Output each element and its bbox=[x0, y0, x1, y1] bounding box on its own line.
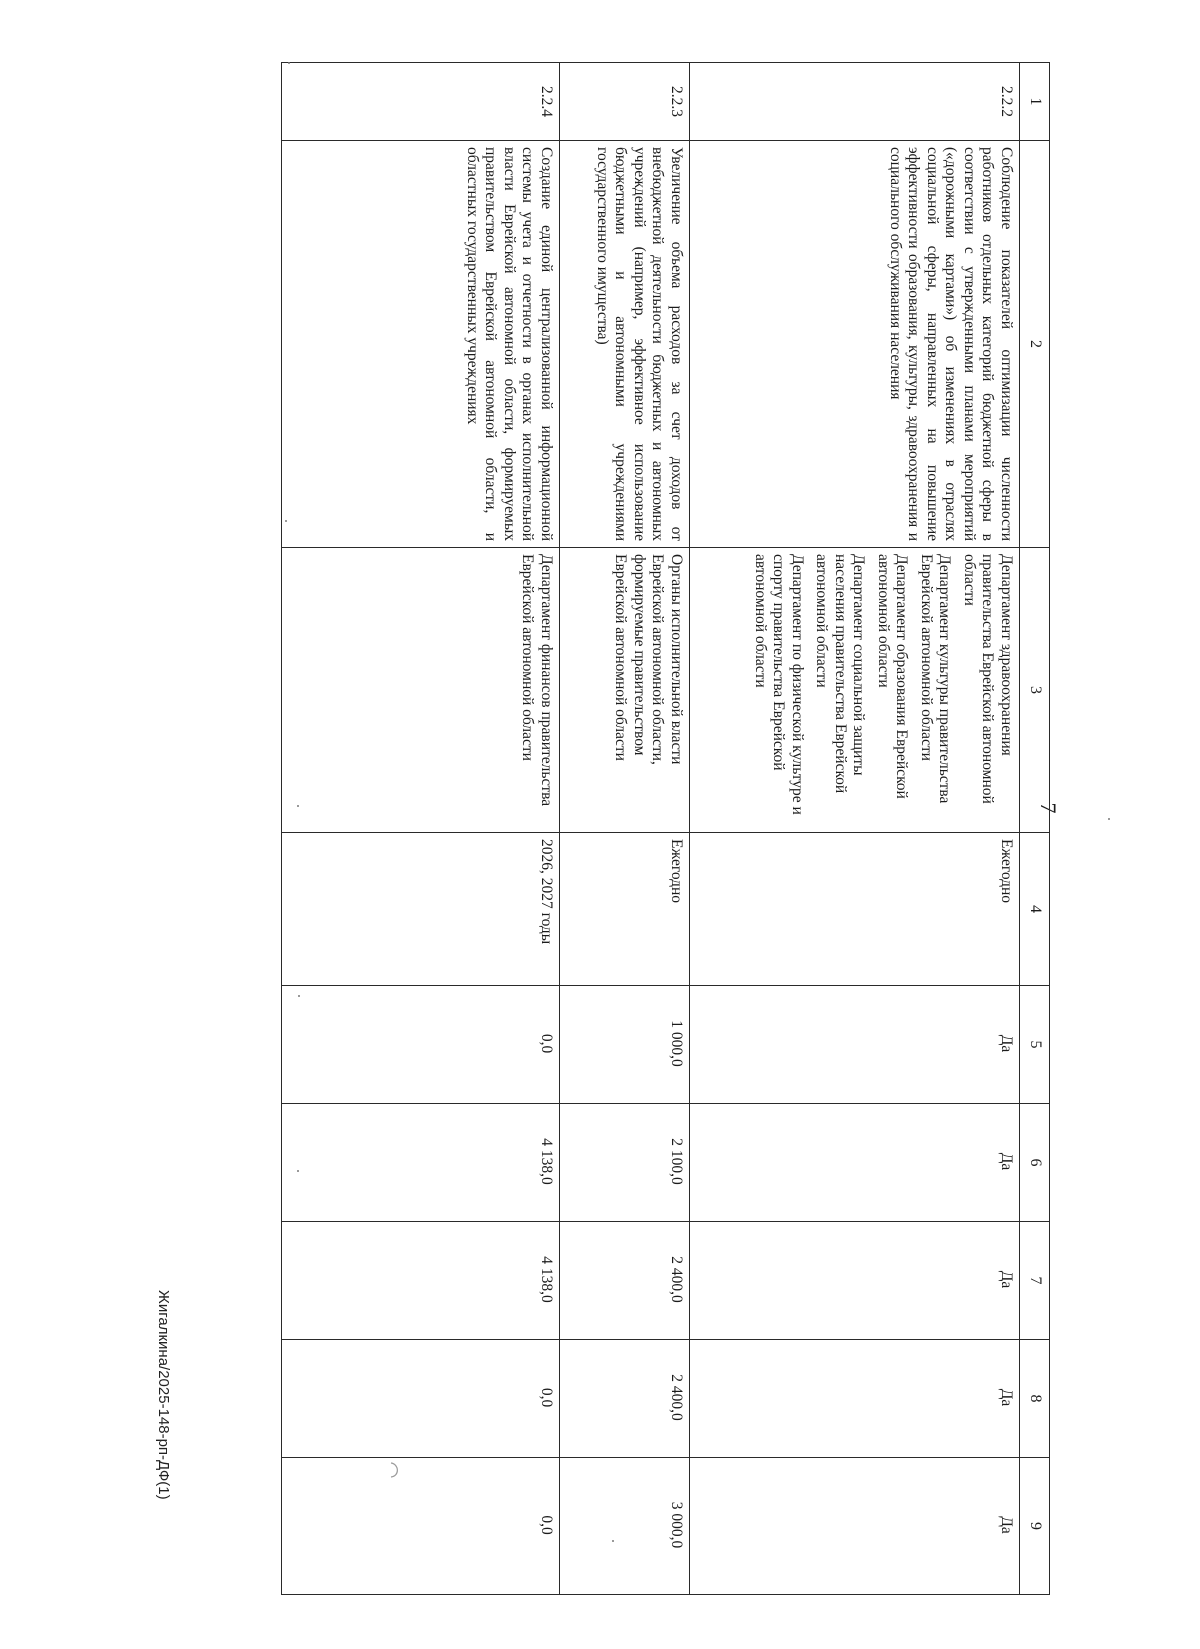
header-cell-5: 5 bbox=[1020, 986, 1050, 1104]
measures-table bbox=[281, 62, 1050, 1595]
responsible-entry: Органы исполнительной власти Еврейской автономной области, формируемые правительством Еврейской автономной области bbox=[612, 554, 685, 765]
row-value-7: 4 138,0 bbox=[282, 1222, 560, 1340]
row-value-8: Да bbox=[690, 1340, 1020, 1458]
row-term: 2026, 2027 годы bbox=[282, 833, 560, 986]
row-value-9: 3 000,0 bbox=[560, 1458, 690, 1595]
row-value-5: 0,0 bbox=[282, 986, 560, 1104]
responsible-entry: Департамент финансов правительства Еврейской автономной области bbox=[519, 554, 555, 807]
document-footer: Жигалкина/2025-148-рп-ДФ(1) bbox=[155, 1290, 172, 1500]
row-value-7: 2 400,0 bbox=[560, 1222, 690, 1340]
responsible-entry: Департамент культуры правительства Еврейской автономной области bbox=[918, 554, 954, 804]
row-value-5: 1 000,0 bbox=[560, 986, 690, 1104]
responsible-entry: Департамент здравоохранения правительства Еврейской автономной области bbox=[961, 554, 1015, 804]
row-description: Увеличение объема расходов за счет доходов от внебюджетной деятельности бюджетных и автономных учреждений (например, эффективное использование бюджетными и автономными учреждениями государственного имущества) bbox=[560, 141, 690, 548]
row-term: Ежегодно bbox=[560, 833, 690, 986]
header-cell-8: 8 bbox=[1020, 1340, 1050, 1458]
row-term: Ежегодно bbox=[690, 833, 1020, 986]
scan-dot bbox=[1108, 818, 1110, 820]
table-row bbox=[282, 63, 560, 1595]
row-value-6: 2 100,0 bbox=[560, 1104, 690, 1222]
footer-container bbox=[150, 1290, 176, 1630]
responsible-entry: Департамент социальной защиты населения правительства Еврейской автономной области bbox=[813, 554, 868, 794]
row-value-5: Да bbox=[690, 986, 1020, 1104]
row-responsible bbox=[690, 548, 1020, 833]
scan-dot bbox=[288, 62, 290, 64]
row-value-8: 2 400,0 bbox=[560, 1340, 690, 1458]
row-value-6: 4 138,0 bbox=[282, 1104, 560, 1222]
responsible-entry: Департамент образования Еврейской автономной области bbox=[875, 554, 911, 799]
scan-dot bbox=[612, 1540, 614, 1542]
scan-dot bbox=[285, 520, 287, 522]
row-number: 2.2.3 bbox=[560, 63, 690, 141]
table-row bbox=[560, 63, 690, 1595]
scan-mark-icon bbox=[388, 1461, 402, 1479]
header-cell-1: 1 bbox=[1020, 63, 1050, 141]
row-value-9: 0,0 bbox=[282, 1458, 560, 1595]
table-header-row bbox=[1020, 63, 1050, 1595]
header-cell-2: 2 bbox=[1020, 141, 1050, 548]
row-number: 2.2.4 bbox=[282, 63, 560, 141]
row-description: Создание единой централизованной информационной системы учета и отчетности в органах исполнительной власти Еврейской автономной области, формируемых правительством Еврейской автономной области, и областных государственных учреждениях bbox=[282, 141, 560, 548]
row-responsible bbox=[282, 548, 560, 833]
page-number: 7 bbox=[1036, 802, 1061, 814]
header-cell-4: 4 bbox=[1020, 833, 1050, 986]
header-cell-9: 9 bbox=[1020, 1458, 1050, 1595]
row-value-6: Да bbox=[690, 1104, 1020, 1222]
scan-dot bbox=[297, 805, 299, 807]
header-cell-3: 3 bbox=[1020, 548, 1050, 833]
row-description: Соблюдение показателей оптимизации численности работников отдельных категорий бюджетной сферы в соответствии с утвержденными планами мероприятий («дорожными картами») об изменениях в отраслях социальной сферы, направленных на повышение эффективности образования, культуры, здравоохранения и социального обслуживания населения bbox=[690, 141, 1020, 548]
scan-dot bbox=[297, 1170, 299, 1172]
row-responsible bbox=[560, 548, 690, 833]
row-value-8: 0,0 bbox=[282, 1340, 560, 1458]
document-table-container bbox=[282, 62, 1050, 1594]
table-row bbox=[690, 63, 1020, 1595]
row-value-7: Да bbox=[690, 1222, 1020, 1340]
row-number: 2.2.2 bbox=[690, 63, 1020, 141]
header-cell-7: 7 bbox=[1020, 1222, 1050, 1340]
scan-dot bbox=[298, 995, 300, 997]
header-cell-6: 6 bbox=[1020, 1104, 1050, 1222]
row-value-9: Да bbox=[690, 1458, 1020, 1595]
responsible-entry: Департамент по физической культуре и спорту правительства Еврейской автономной области bbox=[752, 554, 806, 815]
